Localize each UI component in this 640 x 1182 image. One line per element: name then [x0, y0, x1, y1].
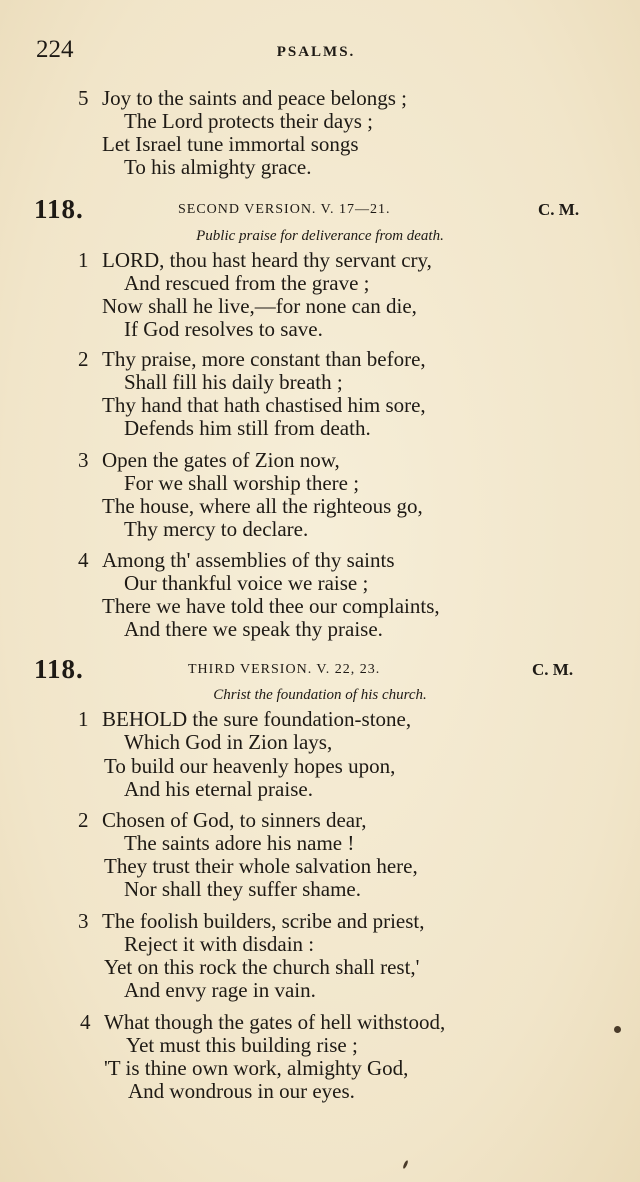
page-number: 224	[36, 36, 74, 63]
verse-line: And his eternal praise.	[124, 777, 313, 801]
verse-line: Which God in Zion lays,	[124, 730, 333, 754]
verse-line: And envy rage in vain.	[124, 978, 316, 1002]
page-header	[36, 36, 596, 70]
verse-line: They trust their whole salvation here,	[104, 854, 418, 878]
verse-line: To build our heavenly hopes upon,	[104, 754, 396, 778]
hymn-number: 118.	[34, 654, 84, 684]
ink-speck	[614, 1026, 621, 1033]
verse-line: Shall fill his daily breath ;	[124, 370, 343, 394]
ink-speck	[402, 1160, 409, 1169]
stanza-number: 1	[78, 248, 89, 272]
verse-line: Chosen of God, to sinners dear,	[102, 808, 367, 832]
verse-line: Defends him still from death.	[124, 416, 371, 440]
verse-line: Thy mercy to declare.	[124, 517, 309, 541]
verse-line: Our thankful voice we raise ;	[124, 571, 369, 595]
verse-line: Among th' assemblies of thy saints	[102, 548, 395, 572]
stanza-number: 5	[78, 86, 89, 110]
stanza-number: 4	[80, 1010, 91, 1034]
verse-line: And there we speak thy praise.	[124, 617, 383, 641]
hymn-heading	[0, 654, 640, 684]
verse-line: Thy praise, more constant than before,	[102, 347, 426, 371]
verse-line: 'T is thine own work, almighty God,	[104, 1056, 409, 1080]
stanza-number: 3	[78, 909, 89, 933]
verse-line: The Lord protects their days ;	[124, 109, 374, 133]
hymn-meter: C. M.	[538, 200, 580, 219]
hymn-heading	[0, 194, 640, 224]
verse-line: There we have told thee our complaints,	[102, 594, 440, 618]
running-head: PSALMS.	[276, 44, 356, 60]
verse-line: The house, where all the righteous go,	[102, 494, 423, 518]
verse-line: BEHOLD the sure foundation-stone,	[102, 707, 412, 731]
hymn-meter: C. M.	[532, 660, 574, 679]
stanza-number: 2	[78, 808, 89, 832]
verse-line: The saints adore his name !	[124, 831, 355, 855]
hymn-subtitle: Public praise for deliverance from death.	[196, 228, 444, 244]
verse-line: Open the gates of Zion now,	[102, 448, 340, 472]
verse-line: Let Israel tune immortal songs	[102, 132, 359, 156]
verse-line: Thy hand that hath chastised him sore,	[102, 393, 426, 417]
verse-line: And rescued from the grave ;	[124, 271, 370, 295]
verse-line: LORD, thou hast heard thy servant cry,	[102, 248, 432, 272]
verse-line: To his almighty grace.	[124, 155, 312, 179]
verse-line: What though the gates of hell withstood,	[104, 1010, 446, 1034]
verse-line: The foolish builders, scribe and priest,	[102, 909, 425, 933]
verse-line: Yet on this rock the church shall rest,'	[104, 955, 420, 979]
verse-line: For we shall worship there ;	[124, 471, 360, 495]
hymn-number: 118.	[34, 194, 84, 224]
verse-line: If God resolves to save.	[124, 317, 323, 341]
verse-line: Yet must this building rise ;	[126, 1033, 358, 1057]
stanza-number: 2	[78, 347, 89, 371]
stanza-number: 1	[78, 707, 89, 731]
verse-line: And wondrous in our eyes.	[128, 1079, 355, 1103]
hymn-version: SECOND VERSION. V. 17—21.	[178, 202, 391, 217]
hymn-version: THIRD VERSION. V. 22, 23.	[188, 662, 381, 677]
hymn-subtitle: Christ the foundation of his church.	[213, 687, 427, 703]
verse-line: Joy to the saints and peace belongs ;	[102, 86, 408, 110]
verse-line: Nor shall they suffer shame.	[124, 877, 361, 901]
stanza-number: 3	[78, 448, 89, 472]
verse-line: Now shall he live,—for none can die,	[102, 294, 417, 318]
stanza-number: 4	[78, 548, 89, 572]
verse-line: Reject it with disdain :	[124, 932, 315, 956]
